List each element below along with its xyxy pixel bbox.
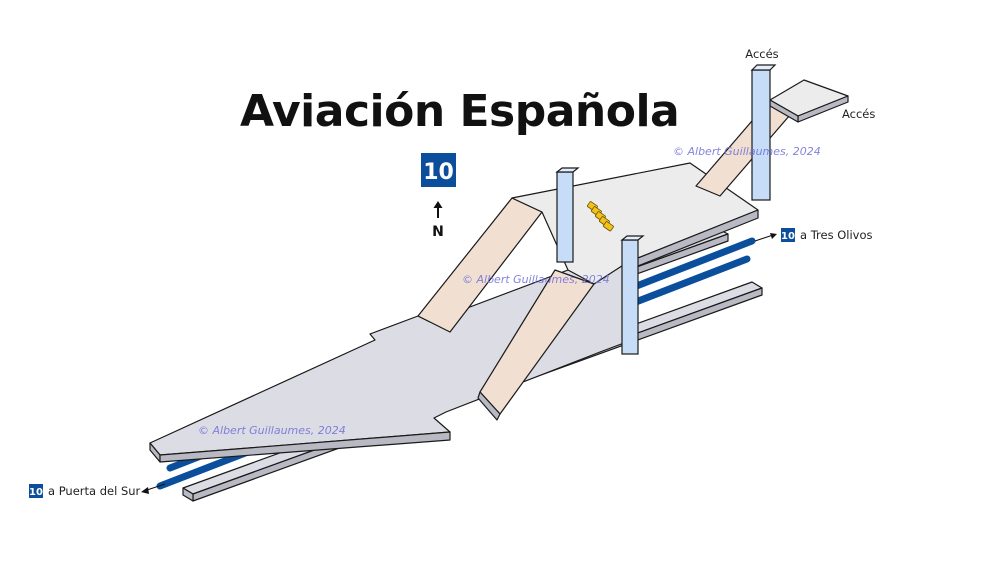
elevator-top [752,65,775,70]
direction-label: a Puerta del Sur [48,484,141,498]
direction-arrow-icon [770,233,777,239]
elevator-shaft [752,70,770,200]
direction-puerta-del-sur [29,484,165,498]
watermark: © Albert Guillaumes, 2024 [673,145,821,158]
line-badge-number: 10 [423,160,454,185]
direction-line-number: 10 [29,487,43,498]
elevator-top [557,168,578,172]
elevator-shaft [557,172,573,262]
elevator-shaft [622,240,638,354]
direction-arrow-line [755,235,773,241]
direction-line-number: 10 [781,231,795,242]
exit-label-top: Accés [745,47,779,61]
station-title: Aviación Española [240,86,680,137]
direction-label: a Tres Olivos [800,228,873,242]
north-label: N [432,224,444,240]
watermark: © Albert Guillaumes, 2024 [462,273,610,286]
direction-arrow-icon [141,487,149,494]
north-arrowhead-icon [434,201,443,208]
watermark: © Albert Guillaumes, 2024 [198,424,346,437]
north-indicator [432,201,444,240]
direction-tres-olivos [755,228,873,242]
exit-label-right: Accés [842,107,876,121]
line-badge [421,153,456,187]
